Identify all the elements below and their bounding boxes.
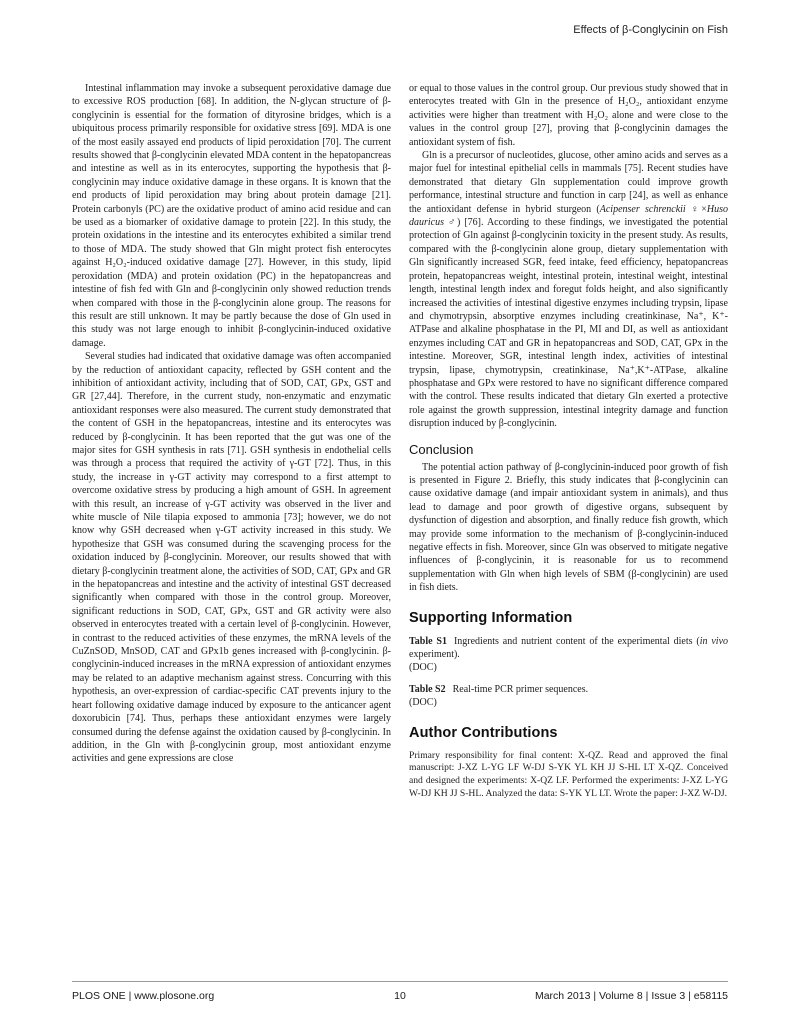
conclusion-paragraph: The potential action pathway of β-conglycinin-induced poor growth of fish is presented in Figure 2. Briefly, this study indicates that β-conglycinin can cause oxidative damage (and impair antioxidant system in animals), and thus lead to damage and poor growth of digestive organs, subsequent by dysfunction of digestion and absorption, and finally reduce fish growth, which may provide some information to the mechanism of β-conglycinin-induced negative effects in fish. Moreover, since Gln was observed to mitigate negative influences of β-conglycinin, it is reasonable for us to recommend supplementation with Gln when high levels of SBM (β-conglycinin) are used in fish diets. <box>409 461 728 594</box>
supporting-item-text <box>409 683 728 696</box>
footer-issue-info: March 2013 | Volume 8 | Issue 3 | e58115 <box>534 990 728 1002</box>
text-segment: Table S2 <box>409 683 446 695</box>
text-segment: Huso dauricus <box>409 203 728 229</box>
text-segment: Ingredients and nutrient content of the experimental diets ( <box>453 635 700 647</box>
text-segment: Table S1 <box>409 635 447 647</box>
body-paragraph: or equal to those values in the control group. Our previous study showed that in enterocytes treated with Gln in the presence of H₂O₂, antioxidant enzyme activities were higher than treatment with H₂O₂ alone and were close to the values in the control group [27], proving that β-conglycinin damages the antioxidant system of fish. <box>409 83 728 148</box>
text-segment: Acipenser schrenckii <box>599 203 686 215</box>
running-head: Effects of β-Conglycinin on Fish <box>573 24 728 36</box>
supporting-item-table-s2 <box>409 683 728 710</box>
author-contributions-paragraph: Primary responsibility for final content: X-QZ. Read and approved the final manuscript: J-XZ L-YG LF W-DJ S-YK YL KH JJ S-HL LT X-QZ. Conceived and designed the experiments: X-QZ LF. Performed the experiments: J-XZ L-YG W-DJ KH JJ S-HL. Analyzed the data: S-YK YL LT. Wrote the paper: J-XZ W-DJ. <box>409 749 728 799</box>
right-column <box>409 82 728 800</box>
author-contributions-heading: Author Contributions <box>409 724 558 741</box>
supporting-item-format: (DOC) <box>409 662 437 674</box>
text-segment: ♀× <box>685 203 707 215</box>
supporting-item-text <box>409 635 728 662</box>
text-segment: experiment). <box>409 649 460 661</box>
page-footer <box>72 981 728 1002</box>
body-paragraph: Intestinal inflammation may invoke a subsequent peroxidative damage due to excessive ROS production [68]. In addition, the N-glycan structure of β-conglycinin is essential for the formation of dityrosine bridges, which is a ubiquitous process primarily responsible for oxidative stress [69]. MDA is one of the most easily assayed end products of lipid peroxidation [70]. The current results showed that β-conglycinin elevated MDA content in the hepatopancreas and intestine as well as in its enterocytes, supporting the hypothesis that β-conglycinin may induce oxidative damage in these organs. It is known that the end products of lipid peroxidation may bring about protein damage [21]. Protein carbonyls (PC) are the oxidative product of amino acid residue and can be used as a biomarker of oxidative damage to protein [22]. In this study, the protein oxidations in the intestine and its enterocytes exhibited a similar trend to those of MDA. The study showed that Gln might protect fish enterocytes against H₂O₂-induced oxidative damage [27]. However, in this study, lipid peroxidation (MDA) and protein oxidation (PC) in the hepatopancreas and intestine of fish fed with Gln and β-conglycinin only showed reduction trends when compared with those in the β-conglycinin alone group. The reasons for this result are still unknown. It may be partly because the dose of Gln used in this study was not large enough to inhibit β-conglycinin-induced oxidative damage. <box>72 83 391 349</box>
text-segment: ♂) [76]. According to these findings, we investigated the potential protection of Gln against β-conglycinin toxicity in the present study. As results, compared with the β-conglycinin alone group, dietary supplementation with Gln significantly increased SGR, feed intake, feed efficiency, hepatopancreas protein, hepatopancreas weight, intestinal protein, intestinal weight, intestinal length, intestinal length index and foregut folds height, and also significantly increased the activities of intestinal digestive enzymes including trypsin, lipase and chymotrypsin, absorptive enzymes including creatinkinase, Na⁺, K⁺-ATPase and alkaline phosphatase in the PI, MI and DI, as well as antioxidant enzymes including CAT and GR in hepatopancreas and SOD, CAT, GPx in the intestine. Moreover, SGR, intestinal length index, activities of intestinal trypsin, lipase, chymotrypsin, creatinkinase, Na⁺,K⁺-ATPase, alkaline phosphatase and GPx were restored to have no significant difference compared with the control. These results indicated that dietary Gln exerted a protective role against the growth suppression, intestinal integrity damage and function disruption induced by β-conglycinin. <box>409 217 728 430</box>
body-paragraph <box>409 149 728 431</box>
footer-page-number: 10 <box>394 990 406 1002</box>
supporting-item-format: (DOC) <box>409 697 437 709</box>
conclusion-heading: Conclusion <box>409 441 474 457</box>
footer-journal: PLOS ONE | www.plosone.org <box>72 990 215 1002</box>
text-segment: Gln is a precursor of nucleotides, glucose, other amino acids and serves as a major fuel for intestinal epithelial cells in mammals [75]. Recent studies have demonstrated that dietary Gln supplementation could improve growth performance, intestinal structure and function in carp [24], as well as enhance the antioxidant defense in hybrid sturgeon ( <box>409 150 728 215</box>
body-paragraph: Several studies had indicated that oxidative damage was often accompanied by the reduction of antioxidant capacity, reflected by GSH content and the inhibition of antioxidant activity, including that of SOD, CAT, GPx, GST and GR [27,44]. Therefore, in the current study, non-enzymatic and enzymatic antioxidant responses were also measured. The current study demonstrated that the content of GSH in the hepatopancreas, intestine and its enterocytes was reduced by β-conglycinin. It has been reported that the gut was one of the major sites for GSH synthesis in rats [71]. GSH synthesis in endothelial cells was through a process that required the activity of γ-GT [72]. Thus, in this study, the increase in γ-GT activity may correspond to a first attempt to overcome oxidative stress by producing a high amount of GSH. In agreement with this result, an increase of γ-GT activity was observed in the liver and white muscle of Nile tilapia exposed to ammonia [73]; however, we do not know why GSH decreased when γ-GT activity increased in this study. We hypothesize that GSH was consumed during the scavenging process for the oxidation induced by β-conglycinin. Moreover, our results showed that with dietary β-conglycinin treatment alone, the activities of SOD, CAT, GPx and GR in the hepatopancreas and intestine and the activity of intestinal GST decreased significantly when compared with those in the control group. Moreover, significant reductions in SOD, CAT, GPx, GST and GR activity were also observed in enterocytes treated with a certain level of β-conglycinin. However, in contrast to the reduced activities of these enzymes, the mRNA levels of the CuZnSOD, MnSOD, CAT and GPx1b genes increased with β-conglycinin. β-conglycinin-induced increases in the mRNA expression of antioxidant enzymes may be related to an adaptive mechanism against stress. Concurring with this hypothesis, an over-expression of cardiac-specific CAT prevents injury to the heart following oxidative damage induced by exposure to the anticancer agent doxorubicin [74]. Thus, perhaps these antioxidant enzymes were largely consumed during the defense against the oxidation caused by β-conglycinin. In addition, in the Gln with β-conglycinin group, most antioxidant enzyme activities and gene expressions are close <box>72 351 391 765</box>
text-segment: in vivo <box>699 635 729 647</box>
supporting-information-heading: Supporting Information <box>409 609 573 626</box>
supporting-item-table-s1 <box>409 635 728 675</box>
text-segment: Real-time PCR primer sequences. <box>452 683 589 695</box>
left-column <box>72 82 391 800</box>
two-column-body <box>72 82 728 800</box>
